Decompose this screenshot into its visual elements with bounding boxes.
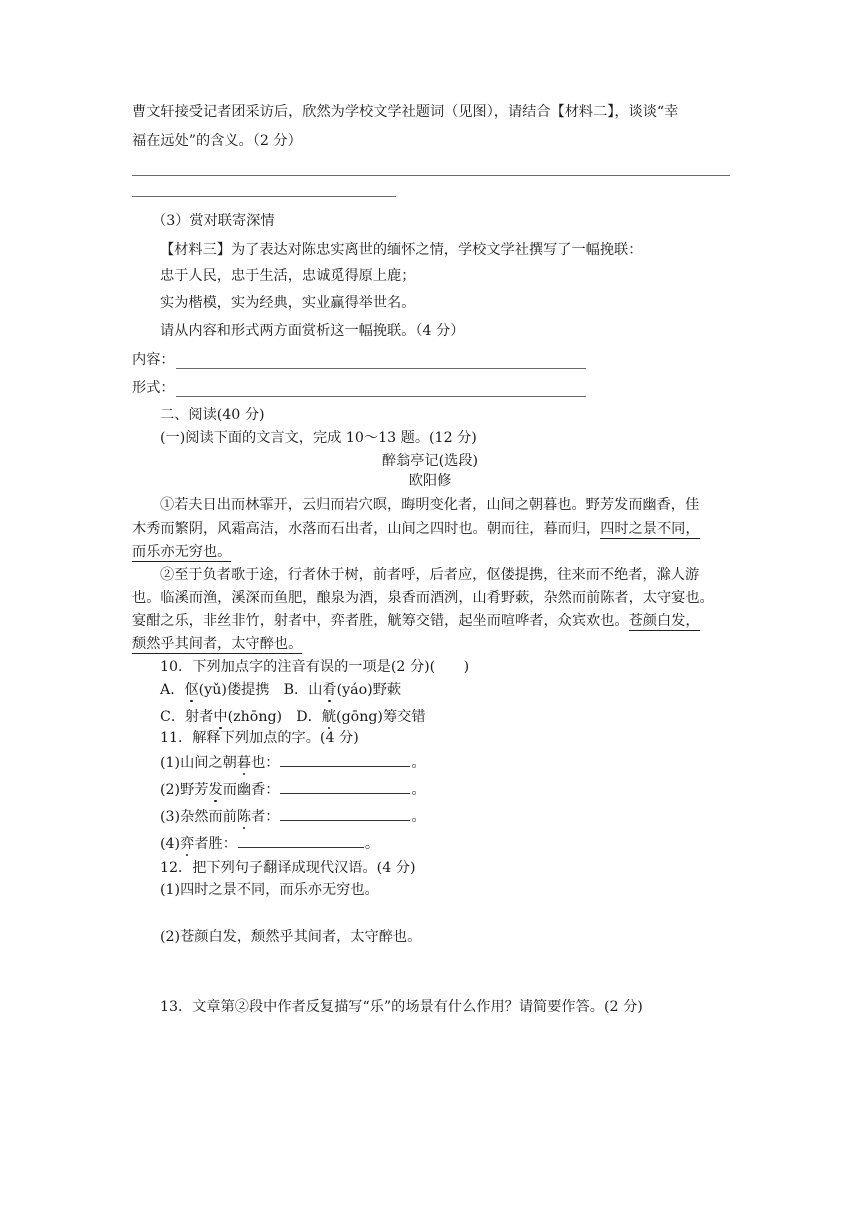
form-label: 形式： (132, 380, 175, 396)
content-answer-line (176, 368, 586, 369)
q11-item-3: (3)杂然而前陈者： 。 (160, 806, 426, 827)
passage-p2-line-1: ②至于负者歌于途，行者休于树，前者呼，后者应，伛偻提携，往来而不绝者，滁人游 (160, 567, 700, 583)
material3-intro: 【材料三】为了表达对陈忠实离世的缅怀之情，学校文学社撰写了一幅挽联： (160, 242, 643, 258)
q12-sentence-2: (2)苍颜白发，颓然乎其间者，太守醉也。 (160, 929, 422, 945)
q13-stem: 13．文章第②段中作者反复描写“乐”的场景有什么作用？请简要作答。(2 分) (160, 999, 643, 1015)
underlined-sentence: 苍颜白发， (628, 613, 700, 629)
fill-blank[interactable] (238, 833, 364, 848)
content-label: 内容： (132, 352, 175, 368)
q10-stem: 10．下列加点字的注音有误的一项是(2 分)( ) (160, 659, 470, 675)
underlined-sentence: 颓然乎其间者，太守醉也。 (132, 636, 303, 652)
passage-p1-line-3 (132, 542, 231, 562)
intro-line-1: 曹文轩接受记者团采访后，欣然为学校文学社题词（见图），请结合【材料二】，谈谈“幸 (132, 104, 679, 120)
intro-line-2: 福在远处”的含义。（2 分） (132, 133, 302, 149)
passage-author: 欧阳修 (408, 473, 452, 489)
q10-options-cd: C．射者中(zhōng) D．觥(gōng)筹交错 (160, 709, 426, 725)
q11-item-4: (4)弈者胜： 。 (160, 833, 379, 854)
passage-p1-line-1: ①若夫日出而林霏开，云归而岩穴暝，晦明变化者，山间之朝暮也。野芳发而幽香，佳 (160, 497, 700, 513)
q11-stem: 11．解释下列加点的字。(4 分) (160, 730, 359, 746)
q10-options-ab: A．伛(yǔ)偻提携 B．山肴(yáo)野蔌 (160, 682, 402, 698)
q11-item-2: (2)野芳发而幽香： 。 (160, 779, 426, 800)
q12-stem: 12．把下列句子翻译成现代汉语。(4 分) (160, 860, 416, 876)
passage-p2-line-4 (132, 634, 302, 654)
fill-blank[interactable] (280, 806, 410, 821)
passage-p2-line-2: 也。临溪而渔，溪深而鱼肥，酿泉为酒，泉香而酒洌，山肴野蔌，杂然而前陈者，太守宴也。 (132, 590, 714, 606)
q11-item-1: (1)山间之朝暮也： 。 (160, 752, 426, 773)
fill-blank[interactable] (280, 779, 410, 794)
part3-question: 请从内容和形式两方面赏析这一幅挽联。（4 分） (160, 323, 465, 339)
underlined-sentence: 四时之景不同， (600, 521, 700, 537)
passage-p2-line-3: 宴酣之乐，非丝非竹，射者中，弈者胜，觥筹交错，起坐而喧哗者，众宾欢也。苍颜白发， (132, 613, 700, 629)
answer-line (132, 175, 730, 176)
form-answer-line (176, 396, 586, 397)
answer-line (132, 196, 396, 197)
passage-title: 醉翁亭记(选段) (381, 453, 479, 469)
section2-heading: 二、阅读(40 分) (160, 407, 265, 423)
underlined-sentence: 而乐亦无穷也。 (132, 544, 232, 560)
section2-subheading: (一)阅读下面的文言文，完成 10～13 题。(12 分) (160, 430, 477, 446)
q12-sentence-1: (1)四时之景不同，而乐亦无穷也。 (160, 882, 379, 898)
part3-heading: （3）赏对联寄深情 (152, 213, 275, 229)
couplet-line-1: 忠于人民，忠于生活，忠诚觅得原上鹿； (160, 268, 416, 284)
couplet-line-2: 实为楷模，实为经典，实业赢得举世名。 (160, 295, 416, 311)
passage-p1-line-2: 木秀而繁阴，风霜高洁，水落而石出者，山间之四时也。朝而往，暮而归，四时之景不同， (132, 521, 700, 537)
fill-blank[interactable] (280, 752, 410, 767)
